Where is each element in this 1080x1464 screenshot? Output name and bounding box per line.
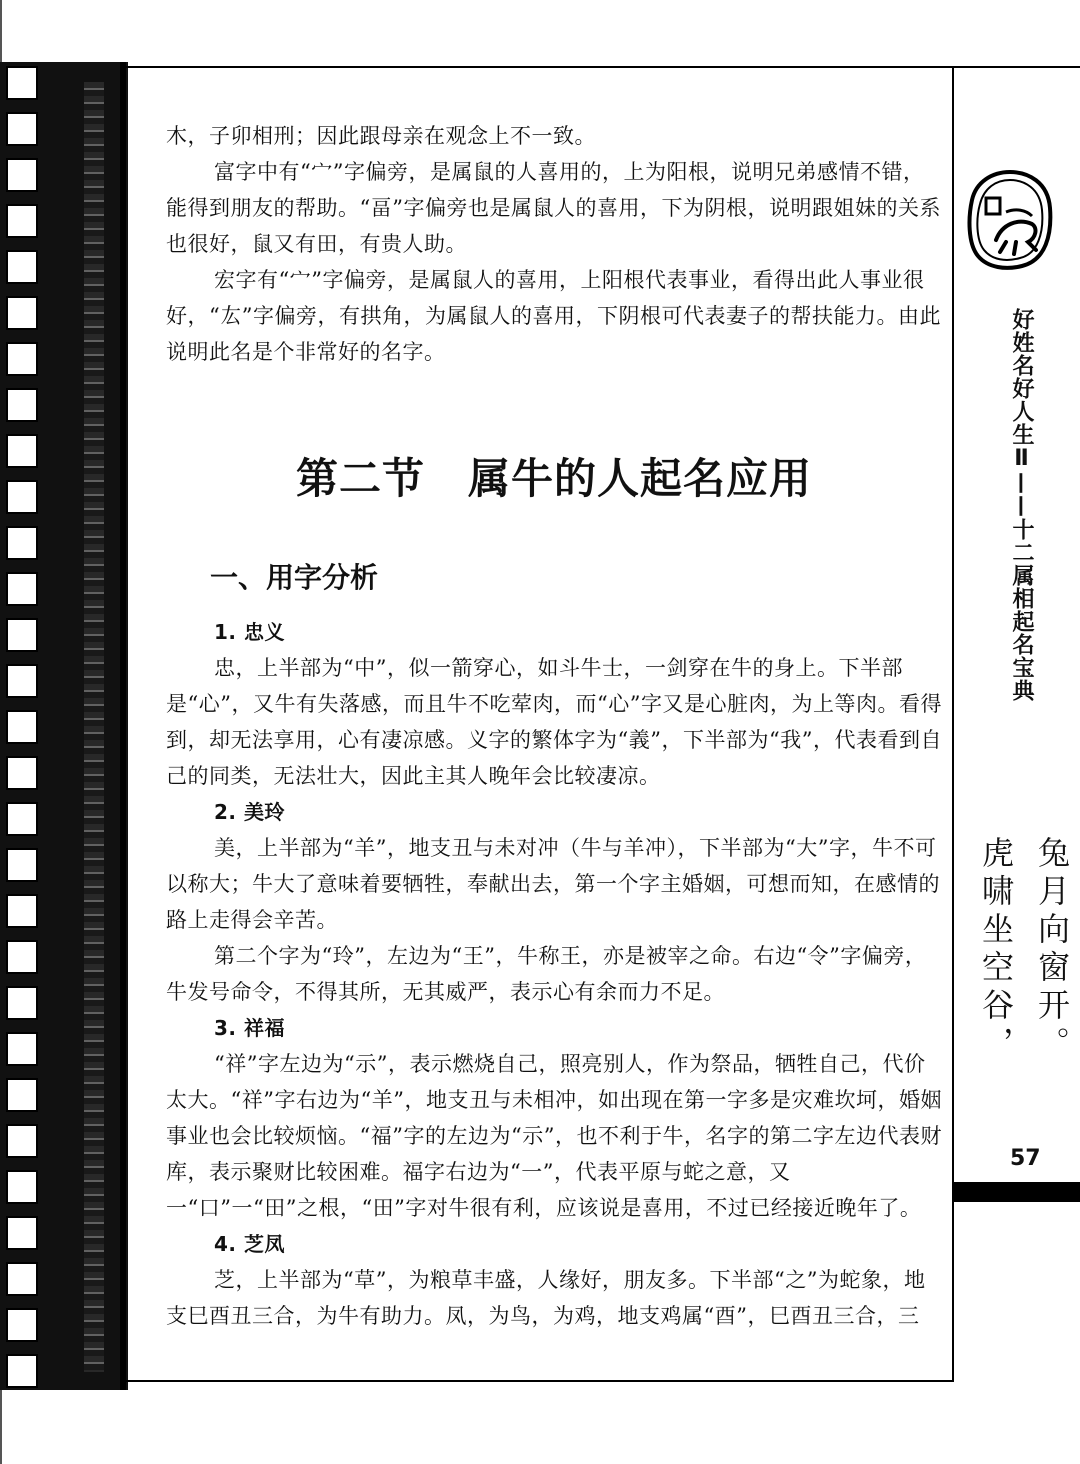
film-hole — [6, 66, 38, 100]
side-top-rule — [954, 66, 1080, 68]
subsection-title: 一、用字分析 — [210, 561, 379, 594]
paragraph: “祥”字左边为“示”，表示燃烧自己，照亮别人，作为祭品，牺牲自己，代价太大。“祥”字右边为“羊”，地支丑与未相冲，如出现在第一字多是灾难坎坷，婚姻事业也会比较烦恼。“福”字的左边为“示”，也不利于牛，名字的第二字左边代表财库，表示聚财比较困难。福字右边为“一”，代表平原与蛇之意，又一“口”一“田”之根，“田”字对牛很有利，应该说是喜用，不过已经接近晚年了。 — [166, 1052, 942, 1220]
film-texture — [84, 82, 104, 1372]
film-hole — [6, 388, 38, 422]
film-hole — [6, 296, 38, 330]
film-hole — [6, 342, 38, 376]
film-hole — [6, 940, 38, 974]
film-hole — [6, 480, 38, 514]
film-hole — [6, 112, 38, 146]
paragraph: 富字中有“宀”字偏旁，是属鼠的人喜用的，上为阳根，说明兄弟感情不错，能得到朋友的帮助。“畐”字偏旁也是属鼠人的喜用，下为阴根，说明跟姐妹的关系也很好，鼠又有田，有贵人助。 — [166, 160, 941, 256]
film-hole — [6, 894, 38, 928]
tiger-seal-icon — [966, 168, 1054, 272]
section-title: 第二节 属牛的人起名应用 — [295, 454, 812, 503]
paragraph: 木，子卯相刑；因此跟母亲在观念上不一致。 — [166, 124, 596, 148]
paragraph: 美，上半部为“羊”，地支丑与未对冲（牛与羊冲），下半部为“大”字，牛不可以称大；牛大了意味着要牺牲，奉献出去，第一个字主婚姻，可想而知，在感情的路上走得会辛苦。 — [166, 836, 940, 932]
book-title-vertical: 好姓名好人生Ⅱ——十二属相起名宝典 — [1009, 308, 1034, 702]
film-sprocket-holes — [0, 62, 38, 1390]
film-hole — [6, 1354, 38, 1388]
item-heading: 4. 芝凤 — [214, 1232, 285, 1256]
film-hole — [6, 1124, 38, 1158]
film-hole — [6, 1078, 38, 1112]
film-hole — [6, 618, 38, 652]
film-hole — [6, 572, 38, 606]
poem-line: 兔月向窗开。 — [1033, 836, 1071, 1064]
film-strip-decoration — [0, 62, 128, 1390]
item-heading: 1. 忠义 — [214, 620, 285, 644]
analysis-block — [166, 614, 942, 1334]
film-hole — [6, 756, 38, 790]
top-text-block — [166, 118, 942, 370]
paragraph: 宏字有“宀”字偏旁，是属鼠人的喜用，上阳根代表事业，看得出此人事业很好，“厷”字偏旁，有拱角，为属鼠人的喜用，下阴根可代表妻子的帮扶能力。由此说明此名是个非常好的名字。 — [166, 268, 941, 364]
film-hole — [6, 1216, 38, 1250]
film-hole — [6, 434, 38, 468]
page-number: 57 — [1010, 1146, 1041, 1171]
film-hole — [6, 986, 38, 1020]
paragraph: 芝，上半部为“草”，为粮草丰盛，人缘好，朋友多。下半部“之”为蛇象，地支巳酉丑三合，为牛有助力。凤，为鸟，为鸡，地支鸡属“酉”，巳酉丑三合，三 — [166, 1268, 926, 1328]
page-number-bar — [954, 1182, 1080, 1202]
film-hole — [6, 158, 38, 192]
film-hole — [6, 848, 38, 882]
poem-line: 虎啸坐空谷， — [977, 836, 1015, 1064]
paragraph: 忠，上半部为“中”，似一箭穿心，如斗牛士，一剑穿在牛的身上。下半部是“心”，又牛有失落感，而且牛不吃荤肉，而“心”字又是心脏肉，为上等肉。看得到，却无法享用，心有凄凉感。义字的繁体字为“義”，下半部为“我”，代表看到自己的同类，无法壮大，因此主其人晚年会比较凄凉。 — [166, 656, 942, 788]
film-hole — [6, 1262, 38, 1296]
film-hole — [6, 1032, 38, 1066]
item-heading: 3. 祥福 — [214, 1016, 285, 1040]
film-hole — [6, 526, 38, 560]
film-hole — [6, 204, 38, 238]
film-hole — [6, 664, 38, 698]
paragraph: 第二个字为“玲”，左边为“王”，牛称王，亦是被宰之命。右边“令”字偏旁，牛发号命令，不得其所，无其威严，表示心有余而力不足。 — [166, 944, 927, 1004]
item-heading: 2. 美玲 — [214, 800, 285, 824]
film-hole — [6, 250, 38, 284]
film-hole — [6, 1170, 38, 1204]
film-hole — [6, 710, 38, 744]
film-hole — [6, 802, 38, 836]
film-hole — [6, 1308, 38, 1342]
